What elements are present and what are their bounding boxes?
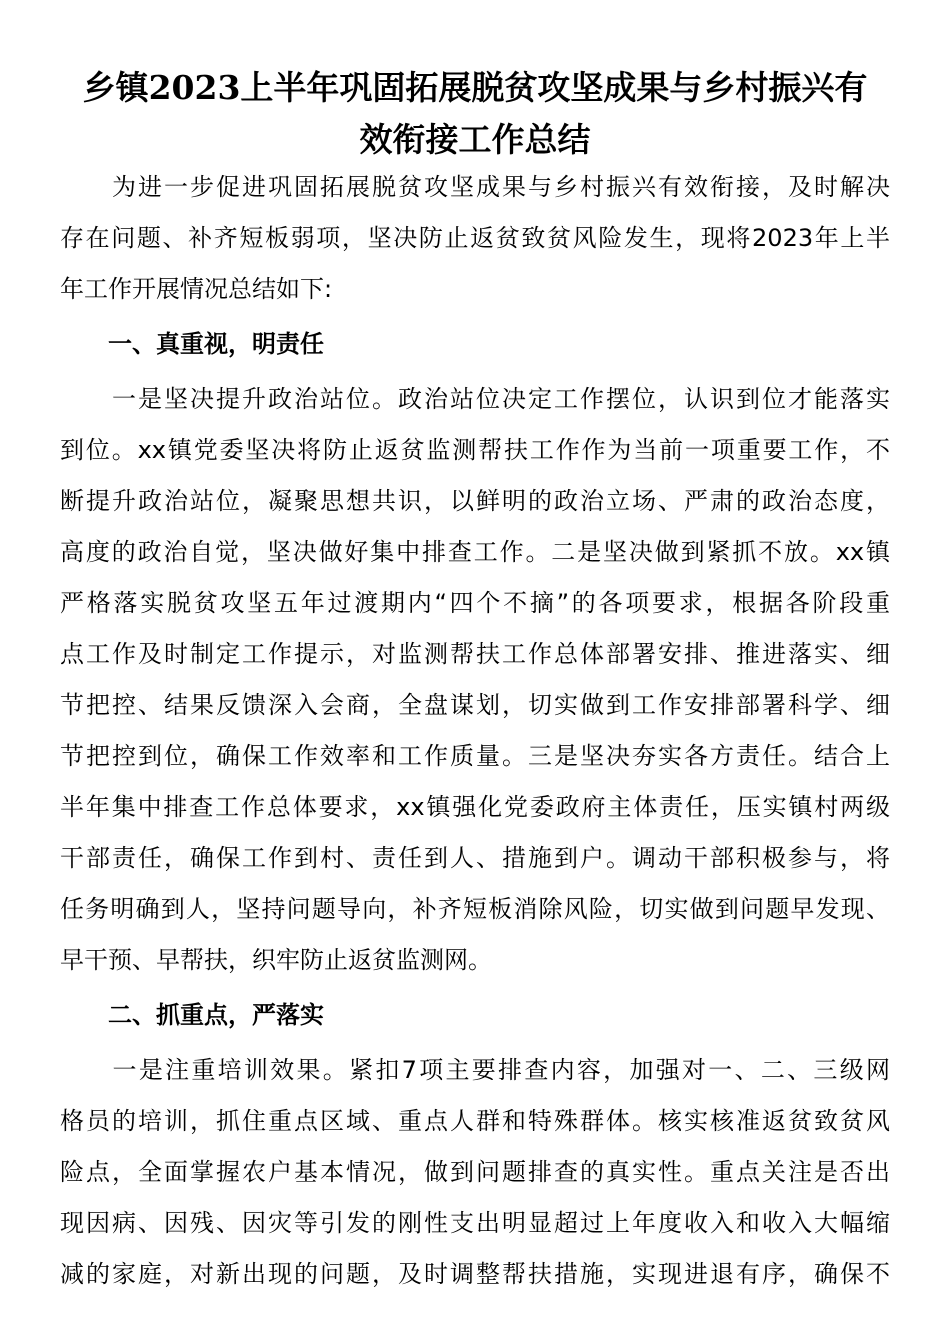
section-2-heading: 二、抓重点，严落实 (108, 1001, 324, 1029)
section-1-line: 到位。xx镇党委坚决将防止返贫监测帮扶工作作为当前一项重要工作，不 (60, 436, 890, 464)
section-2-line: 减的家庭，对新出现的问题，及时调整帮扶措施，实现进退有序，确保不 (60, 1260, 890, 1288)
section-1-line: 点工作及时制定工作提示，对监测帮扶工作总体部署安排、推进落实、细 (60, 640, 890, 668)
section-1-line: 任务明确到人，坚持问题导向，补齐短板消除风险，切实做到问题早发现、 (60, 895, 890, 923)
section-1-line: 高度的政治自觉，坚决做好集中排查工作。二是坚决做到紧抓不放。xx镇 (60, 538, 890, 566)
title-line-2: 效衔接工作总结 (359, 120, 591, 159)
intro-line: 存在问题、补齐短板弱项，坚决防止返贫致贫风险发生，现将2023年上半 (60, 224, 890, 252)
section-1-line: 干部责任，确保工作到村、责任到人、措施到户。调动干部积极参与，将 (60, 844, 890, 872)
section-1-line: 节把控、结果反馈深入会商，全盘谋划，切实做到工作安排部署科学、细 (60, 691, 890, 719)
section-1-line: 严格落实脱贫攻坚五年过渡期内“四个不摘”的各项要求，根据各阶段重 (60, 589, 890, 617)
section-1-line: 断提升政治站位，凝聚思想共识，以鲜明的政治立场、严肃的政治态度， (60, 487, 890, 515)
intro-line: 为进一步促进巩固拓展脱贫攻坚成果与乡村振兴有效衔接，及时解决 (60, 173, 890, 201)
intro-line: 年工作开展情况总结如下: (60, 275, 333, 303)
section-1-line: 一是坚决提升政治站位。政治站位决定工作摆位，认识到位才能落实 (60, 385, 890, 413)
section-2-line: 一是注重培训效果。紧扣7项主要排查内容，加强对一、二、三级网 (60, 1056, 890, 1084)
section-2-line: 现因病、因残、因灾等引发的刚性支出明显超过上年度收入和收入大幅缩 (60, 1209, 890, 1237)
section-1 (60, 319, 890, 986)
section-1-line: 早干预、早帮扶，织牢防止返贫监测网。 (60, 946, 492, 974)
section-2-line: 险点，全面掌握农户基本情况，做到问题排查的真实性。重点关注是否出 (60, 1158, 890, 1186)
section-1-line: 半年集中排查工作总体要求，xx镇强化党委政府主体责任，压实镇村两级 (60, 793, 890, 821)
intro-paragraph (60, 162, 890, 315)
document-title (55, 62, 895, 166)
section-2-line: 格员的培训，抓住重点区域、重点人群和特殊群体。核实核准返贫致贫风 (60, 1107, 890, 1135)
section-1-line: 节把控到位，确保工作效率和工作质量。三是坚决夯实各方责任。结合上 (60, 742, 890, 770)
document-body (60, 162, 890, 1300)
title-line-1: 乡镇2023上半年巩固拓展脱贫攻坚成果与乡村振兴有 (82, 68, 868, 107)
section-2 (60, 990, 890, 1300)
section-1-heading: 一、真重视，明责任 (108, 330, 324, 358)
